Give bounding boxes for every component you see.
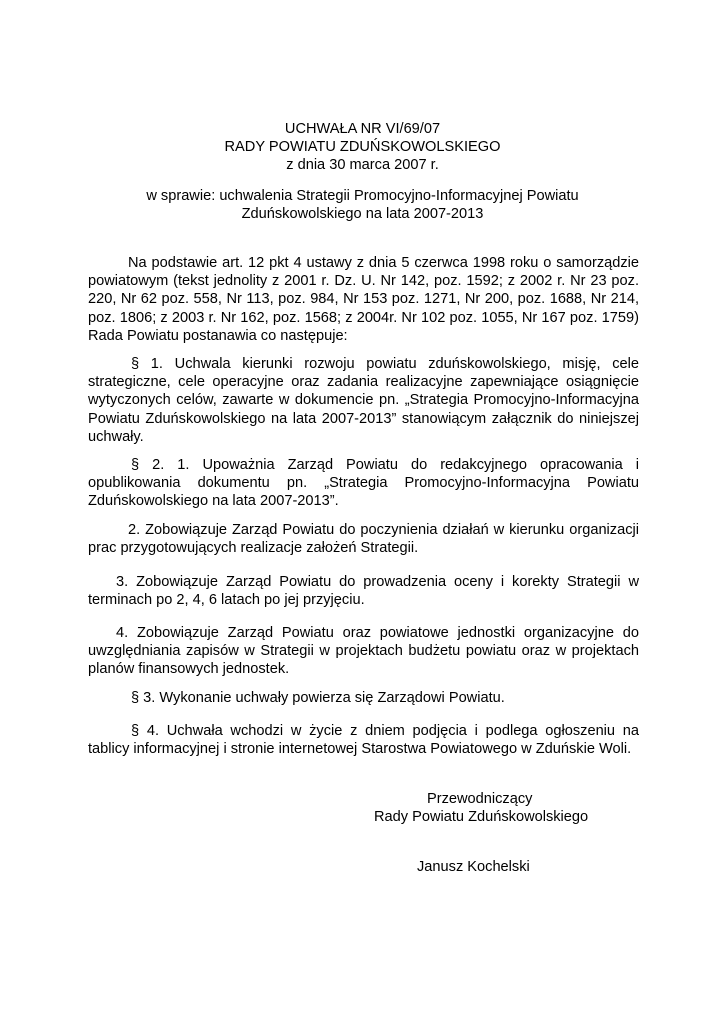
document-header [0, 120, 725, 175]
section-2-point-1-paragraph: § 2. 1. Upoważnia Zarząd Powiatu do redakcyjnego opracowania i opublikowania dokumentu pn. „Strategia Promocyjno-Informacyjna Powiatu Zduńskowolskiego na lata 2007-2013”. [88, 457, 639, 510]
section-2-point-4-paragraph: 4. Zobowiązuje Zarząd Powiatu oraz powiatowe jednostki organizacyjne do uwzględniania zapisów w Strategii w projektach budżetu powiatu oraz w projektach planów finansowych jednostek. [88, 625, 639, 678]
resolution-subject [100, 187, 625, 223]
section-4-paragraph: § 4. Uchwała wchodzi w życie z dniem podjęcia i podlega ogłoszeniu na tablicy informacyjnej i stronie internetowej Starostwa Powiatowego w Zduńskie Woli. [88, 723, 639, 758]
signature-role: Przewodniczący [427, 791, 533, 807]
section-1-paragraph: § 1. Uchwala kierunki rozwoju powiatu zduńskowolskiego, misję, cele strategiczne, cele operacyjne oraz zadania realizacyjne zapewniające osiągnięcie wytyczonych celów, zawarte w dokumencie pn. „Strategia Promocyjno-Informacyjna Powiatu Zduńskowolskiego na lata 2007-2013” stanowiącym załącznik do niniejszej uchwały. [88, 356, 639, 445]
signature-council: Rady Powiatu Zduńskowolskiego [374, 809, 589, 825]
subject-line-1: w sprawie: uchwalenia Strategii Promocyjno-Informacyjnej Powiatu [146, 188, 579, 204]
legal-basis-paragraph: Na podstawie art. 12 pkt 4 ustawy z dnia 5 czerwca 1998 roku o samorządzie powiatowym (tekst jednolity z 2001 r. Dz. U. Nr 142, poz. 1592; z 2002 r. Nr 23 poz. 220, Nr 62 poz. 558, Nr 113, poz. 984, Nr 153 poz. 1271, Nr 200, poz. 1688, Nr 214, poz. 1806; z 2003 r. Nr 162, poz. 1568; z 2004r. Nr 102 poz. 1055, Nr 167 poz. 1759) Rada Powiatu postanawia co następuje: [88, 255, 639, 344]
resolution-title: UCHWAŁA NR VI/69/07 [284, 121, 441, 137]
section-3-paragraph: § 3. Wykonanie uchwały powierza się Zarządowi Powiatu. [131, 690, 505, 706]
subject-line-2: Zduńskowolskiego na lata 2007-2013 [241, 206, 484, 223]
council-name: RADY POWIATU ZDUŃSKOWOLSKIEGO [224, 139, 501, 156]
resolution-date: z dnia 30 marca 2007 r. [286, 157, 439, 174]
section-2-point-2-paragraph: 2. Zobowiązuje Zarząd Powiatu do poczynienia działań w kierunku organizacji prac przygotowujących realizacje założeń Strategii. [88, 522, 639, 557]
signatory-name: Janusz Kochelski [417, 859, 530, 875]
section-2-point-3-paragraph: 3. Zobowiązuje Zarząd Powiatu do prowadzenia oceny i korekty Strategii w terminach po 2, 4, 6 latach po jej przyjęciu. [88, 574, 639, 609]
